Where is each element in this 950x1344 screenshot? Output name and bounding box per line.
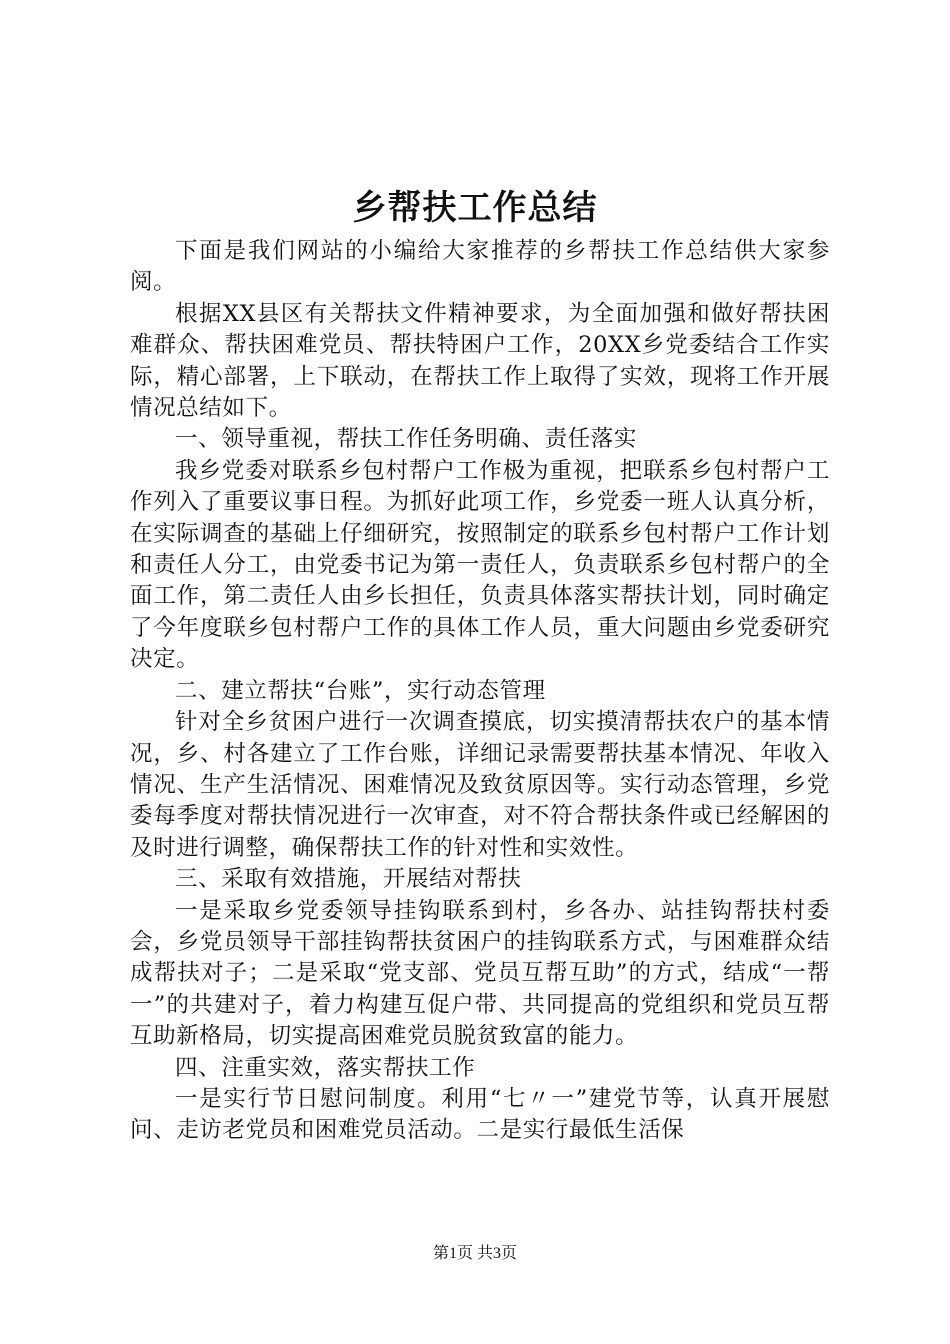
page-footer: 第1页 共3页 (432, 1245, 517, 1262)
document-title: 乡帮扶工作总结 (352, 188, 598, 228)
section-heading-1: 一、领导重视，帮扶工作任务明确、责任落实 (175, 426, 638, 453)
intro-paragraph: 下面是我们网站的小编给大家推荐的乡帮扶工作总结供大家参阅。 (130, 238, 830, 296)
section-paragraph-4: 一是实行节日慰问制度。利用“七〃一”建党节等，认真开展慰问、走访老党员和困难党员活动。二是实行最低生活保 (130, 1085, 830, 1144)
section-paragraph-2: 针对全乡贫困户进行一次调查摸底，切实摸清帮扶农户的基本情况，乡、村各建立了工作台账，详细记录需要帮扶基本情况、年收入情况、生产生活情况、困难情况及致贫原因等。实行动态管理，乡党委每季度对帮扶情况进行一次审查，对不符合帮扶条件或已经解困的及时进行调整，确保帮扶工作的针对性和实效性。 (130, 709, 830, 861)
overview-paragraph: 根据XX县区有关帮扶文件精神要求，为全面加强和做好帮扶困难群众、帮扶困难党员、帮扶特困户工作，20XX乡党委结合工作实际，精心部署，上下联动，在帮扶工作上取得了实效，现将工作开展情况总结如下。 (130, 300, 830, 422)
section-heading-4: 四、注重实效，落实帮扶工作 (175, 1054, 476, 1081)
section-heading-2: 二、建立帮扶“台账”，实行动态管理 (175, 677, 546, 704)
document-body (130, 236, 830, 1147)
section-paragraph-1: 我乡党委对联系乡包村帮户工作极为重视，把联系乡包村帮户工作列入了重要议事日程。为抓好此项工作，乡党委一班人认真分析，在实际调查的基础上仔细研究，按照制定的联系乡包村帮户工作计划和责任人分工，由党委书记为第一责任人，负责联系乡包村帮户的全面工作，第二责任人由乡长担任，负责具体落实帮扶计划，同时确定了今年度联乡包村帮户工作的具体工作人员，重大问题由乡党委研究决定。 (130, 457, 830, 673)
section-heading-3: 三、采取有效措施，开展结对帮扶 (175, 866, 522, 893)
section-paragraph-3: 一是采取乡党委领导挂钩联系到村，乡各办、站挂钩帮扶村委会，乡党员领导干部挂钩帮扶贫困户的挂钩联系方式，与困难群众结成帮扶对子；二是采取“党支部、党员互帮互助”的方式，结成“一帮一”的共建对子，着力构建互促户带、共同提高的党组织和党员互帮互助新格局，切实提高困难党员脱贫致富的能力。 (130, 897, 830, 1050)
